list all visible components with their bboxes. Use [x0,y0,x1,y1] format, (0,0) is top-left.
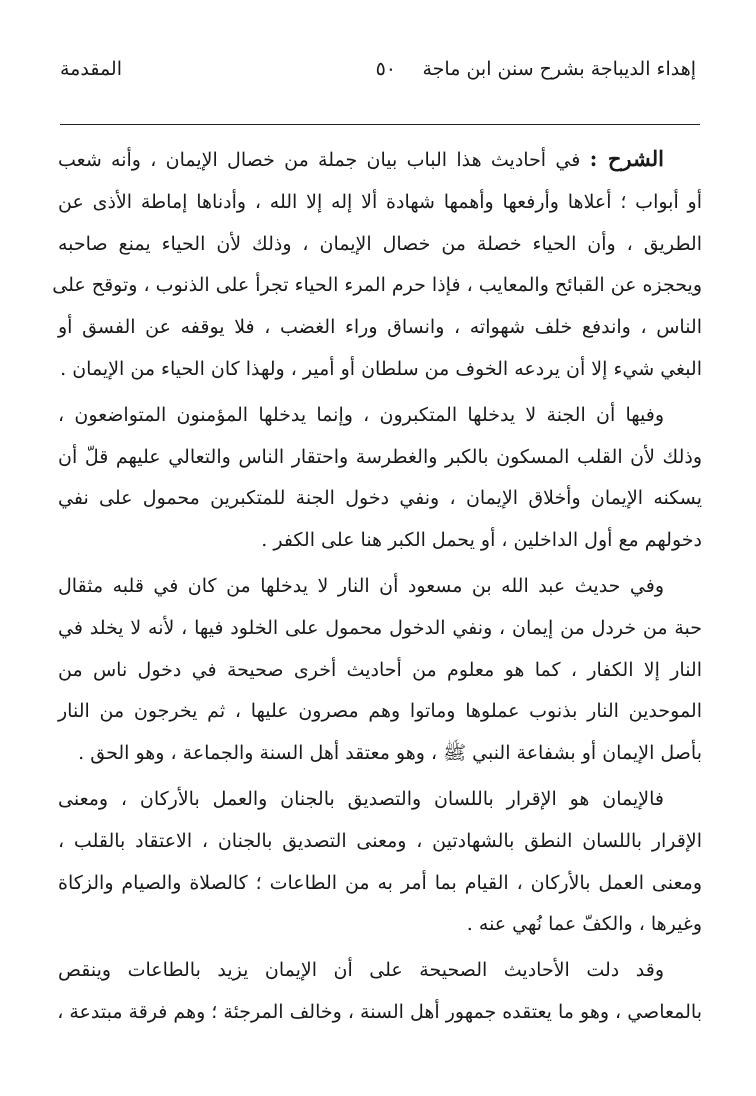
text-line: الناس ، واندفع خلف شهواته ، وانساق وراء الغضب ، فلا يوقفه عن الفسق أو [58,316,702,339]
text-line: وذلك لأن القلب المسكون بالكبر والغطرسة واحتقار الناس والتعالي عليهم قلّ أن [58,445,702,468]
text-line: الإقرار باللسان النطق بالشهادتين ، ومعنى التصديق بالجنان ، الاعتقاد بالقلب ، [58,829,702,852]
paragraph-iman-definition [58,779,702,946]
text-line: البغي شيء إلا أن يردعه الخوف من سلطان أو أمير ، ولهذا كان الحياء من الإيمان . [60,357,702,380]
page-header [60,58,696,98]
page-number: ٥٠ [375,58,396,80]
commentary-label: الشرح : [589,146,664,171]
text-line: الطريق ، وأن الحياء خصلة من خصال الإيمان ، وذلك لأن الحياء يمنع صاحبه [58,232,702,255]
text-line: الشرح : في أحاديث هذا الباب بيان جملة من خصال الإيمان ، وأنه شعب [58,146,664,171]
text-line: ومعنى العمل بالأركان ، القيام بما أمر به من الطاعات ؛ كالصلاة والصيام والزكاة [58,871,702,894]
text-line: وفي حديث عبد الله بن مسعود أن النار لا يدخلها من كان في قلبه مثقال [58,574,664,597]
text-line: وقد دلت الأحاديث الصحيحة على أن الإيمان يزيد بالطاعات وينقص [58,959,664,982]
page-body [52,138,702,1034]
header-rule [60,124,700,125]
text-line: وفيها أن الجنة لا يدخلها المتكبرون ، وإنما يدخلها المؤمنون المتواضعون ، [58,403,664,426]
text-line: النار إلا الكفار ، كما هو معلوم من أحاديث أخرى صحيحة في دخول ناس من [58,658,702,681]
text-line: يسكنه الإيمان وأخلاق الإيمان ، ونفي دخول الجنة للمتكبرين محمول على نفي [58,487,702,510]
paragraph-commentary [52,138,702,391]
text-line: وغيرها ، والكفّ عما نُهي عنه . [466,913,702,936]
text-line: ويحجزه عن القبائح والمعايب ، فإذا حرم المرء الحياء تجرأ على الذنوب ، وتوقح على [52,274,702,297]
text-line: حبة من خردل من إيمان ، ونفي الدخول محمول على الخلود فيها ، لأنه لا يخلد في [58,616,702,639]
paragraph-arrogance [58,395,702,562]
paragraph-iman-increase [58,950,702,1034]
paragraph-ibn-masud [58,566,702,775]
running-head-section: المقدمة [60,58,123,80]
text-line: الموحدين النار بذنوب عملوها وماتوا وهم مصرون عليها ، ثم يخرجون من النار [58,700,702,723]
text-line: بالمعاصي ، وهو ما يعتقده جمهور أهل السنة ، وخالف المرجئة ؛ وهم فرقة مبتدعة ، [57,1000,702,1023]
text-line: أو أبواب ؛ أعلاها وأرفعها وأهمها شهادة ألا إله إلا الله ، وأدناها إماطة الأذى عن [58,190,702,213]
text-line: بأصل الإيمان أو بشفاعة النبي ﷺ ، وهو معتقد أهل السنة والجماعة ، وهو الحق . [78,742,702,765]
text-line: دخولهم مع أول الداخلين ، أو يحمل الكبر هنا على الكفر . [261,529,702,552]
text-line: فالإيمان هو الإقرار باللسان والتصديق بالجنان والعمل بالأركان ، ومعنى [58,787,664,810]
running-head-book-title: إهداء الديباجة بشرح سنن ابن ماجة [422,58,696,80]
